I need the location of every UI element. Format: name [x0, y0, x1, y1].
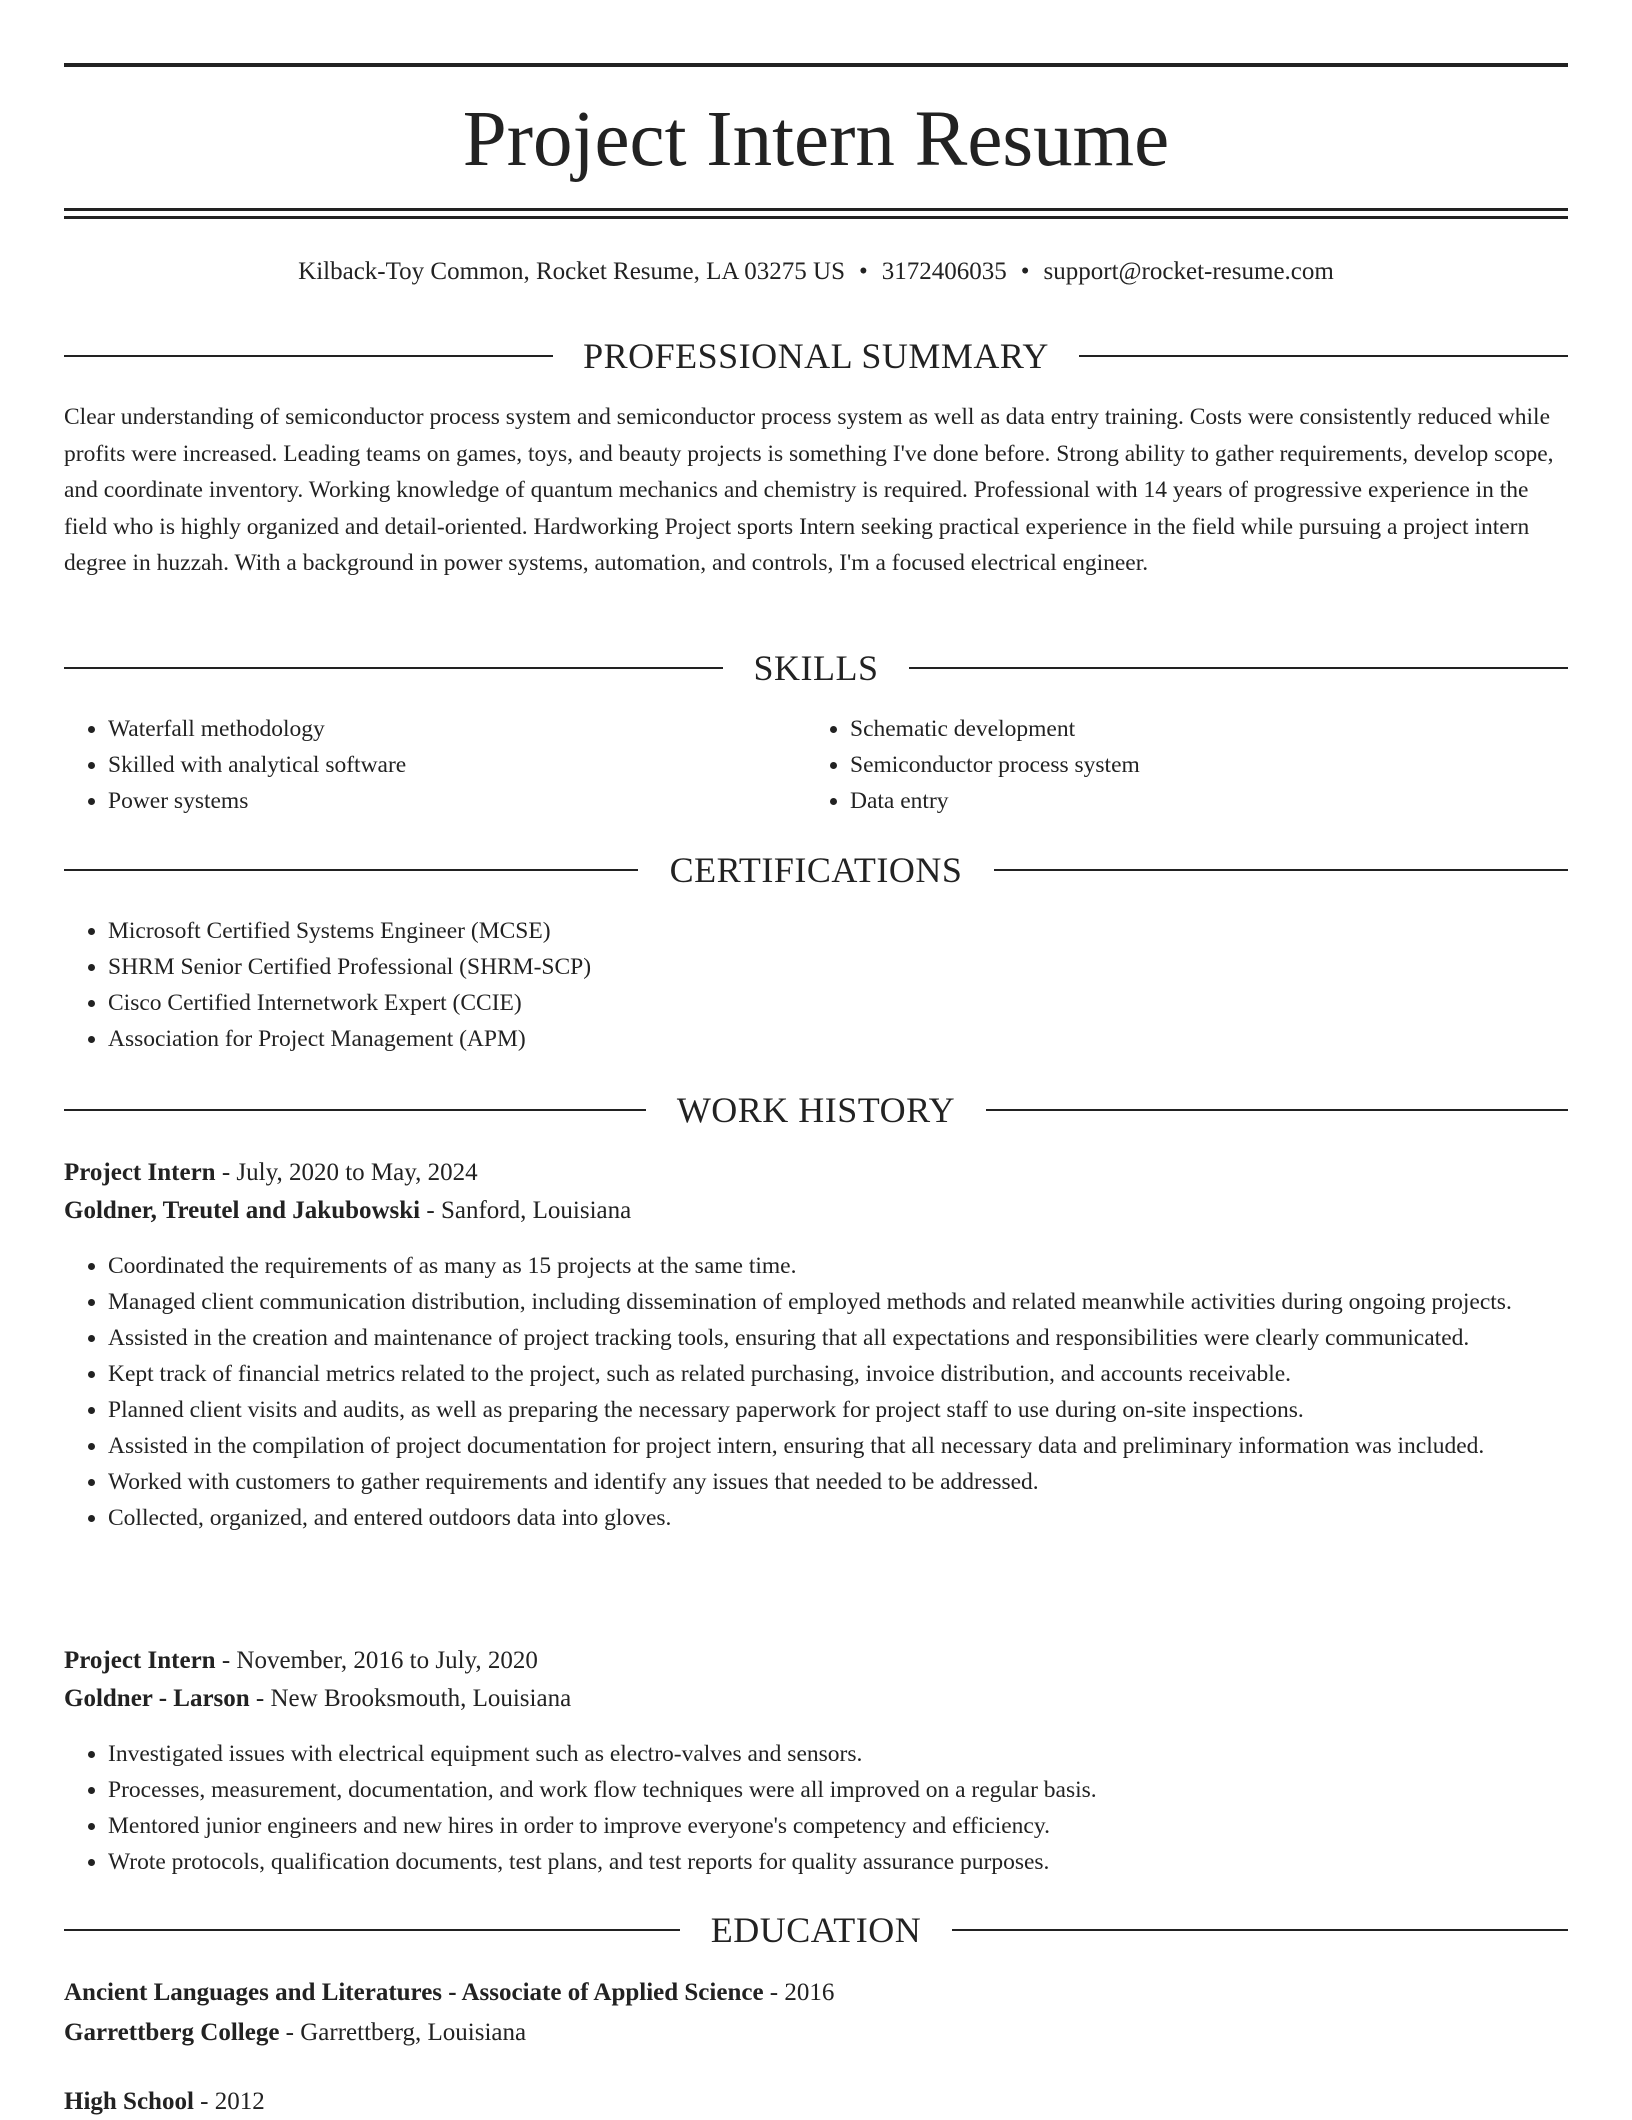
job-bullet: • Investigated issues with electrical equipment such as electro-valves and sensors. — [108, 1736, 1568, 1772]
job-location: Sanford, Louisiana — [440, 1197, 632, 1224]
education-location: Garrettberg, Louisiana — [300, 2019, 527, 2046]
job-bullet: • Kept track of financial metrics related to the project, such as related purchasing, invoice distribution, and accounts receivable. — [108, 1356, 1568, 1392]
section-rule-right — [952, 1929, 1568, 1931]
job-title: Project Intern — [64, 1159, 216, 1186]
job-bullet: • Planned client visits and audits, as well as preparing the necessary paperwork for project staff to use during on-site inspections. — [108, 1392, 1568, 1428]
job-bullet: • Assisted in the compilation of project documentation for project intern, ensuring that all necessary data and preliminary information was included. — [108, 1428, 1568, 1464]
education-year: 2012 — [214, 2088, 265, 2115]
skill-item: • Skilled with analytical software — [108, 747, 808, 783]
contact-line — [64, 254, 1568, 290]
resume-title: Project Intern Resume — [462, 96, 1170, 183]
contact-separator: • — [1020, 258, 1030, 285]
job-dates: July, 2020 to May, 2024 — [236, 1159, 478, 1186]
certification-item: • SHRM Senior Certified Professional (SHRM-SCP) — [108, 949, 1568, 985]
contact-email: support@rocket-resume.com — [1043, 258, 1334, 285]
section-title-skills: SKILLS — [753, 648, 879, 688]
job-bullet: • Wrote protocols, qualification documents, test plans, and test reports for quality assurance purposes. — [108, 1844, 1568, 1880]
job-dates: November, 2016 to July, 2020 — [236, 1647, 538, 1674]
job-bullet: • Assisted in the creation and maintenance of project tracking tools, ensuring that all expectations and responsibilities were clearly communicated. — [108, 1320, 1568, 1356]
job-company-line: Goldner, Treutel and Jakubowski - Sanford, Louisiana — [64, 1197, 632, 1224]
job-bullet: • Coordinated the requirements of as many as 15 projects at the same time. — [108, 1248, 1568, 1284]
job-bullet: • Managed client communication distribution, including dissemination of employed methods and related meanwhile activities during ongoing projects. — [108, 1284, 1568, 1320]
education-school: Garrettberg College — [64, 2019, 280, 2046]
job-company: Goldner, Treutel and Jakubowski — [64, 1197, 421, 1224]
skill-item: • Power systems — [108, 783, 808, 819]
education-degree: High School — [64, 2088, 194, 2115]
skills-list-right — [806, 711, 1550, 819]
section-rule-right — [986, 1109, 1568, 1111]
section-header-certifications — [64, 850, 1568, 890]
education-degree-line: Ancient Languages and Literatures - Associate of Applied Science - 2016 — [64, 1979, 835, 2006]
education-degree-line: High School - 2012 — [64, 2088, 265, 2115]
section-header-skills — [64, 648, 1568, 688]
education-year: 2016 — [784, 1979, 835, 2006]
section-title-work-history: WORK HISTORY — [676, 1090, 956, 1130]
job-company-line: Goldner - Larson - New Brooksmouth, Louisiana — [64, 1685, 572, 1712]
skill-item: • Waterfall methodology — [108, 711, 808, 747]
certifications-list — [64, 913, 1568, 1057]
section-rule-right — [909, 667, 1568, 669]
skill-item: • Data entry — [850, 783, 1550, 819]
job-bullet: • Worked with customers to gather requirements and identify any issues that needed to be addressed. — [108, 1464, 1568, 1500]
job-company: Goldner - Larson — [64, 1685, 250, 1712]
section-rule-right — [1079, 355, 1568, 357]
section-header-summary — [64, 336, 1568, 376]
skill-item: • Schematic development — [850, 711, 1550, 747]
summary-paragraph: Clear understanding of semiconductor process system and semiconductor process system as well as data entry training. Costs were consistently reduced while profits were increased. Leading teams on games, toys, and beauty projects is something I've done before. Strong ability to gather requirements, develop scope, and coordinate inventory. Working knowledge of quantum mechanics and chemistry is required. Professional with 14 years of progressive experience in the field who is highly organized and detail-oriented. Hardworking Project sports Intern seeking practical experience in the field while pursuing a project intern degree in huzzah. With a background in power systems, automation, and controls, I'm a focused electrical engineer. — [64, 404, 1554, 576]
title-rule-lower — [64, 216, 1568, 219]
top-rule — [64, 63, 1568, 67]
skills-list-left — [64, 711, 808, 819]
contact-separator: • — [859, 258, 868, 285]
section-title-summary: PROFESSIONAL SUMMARY — [583, 336, 1049, 376]
section-title-certifications: CERTIFICATIONS — [669, 850, 963, 890]
job-bullet: • Collected, organized, and entered outdoors data into gloves. — [108, 1500, 1568, 1536]
contact-phone: 3172406035 — [881, 258, 1007, 285]
education-school-line: Garrettberg College - Garrettberg, Louisiana — [64, 2019, 527, 2046]
section-title-education: EDUCATION — [710, 1910, 922, 1950]
job-title-line: Project Intern - July, 2020 to May, 2024 — [64, 1159, 478, 1186]
job-title-line: Project Intern - November, 2016 to July, 2020 — [64, 1647, 538, 1674]
section-header-work-history — [64, 1090, 1568, 1130]
section-header-education — [64, 1910, 1568, 1950]
job-location: New Brooksmouth, Louisiana — [270, 1685, 572, 1712]
job-bullet: • Processes, measurement, documentation, and work flow techniques were all improved on a regular basis. — [108, 1772, 1568, 1808]
job-title: Project Intern — [64, 1647, 216, 1674]
certification-item: • Cisco Certified Internetwork Expert (CCIE) — [108, 985, 1568, 1021]
certification-item: • Microsoft Certified Systems Engineer (MCSE) — [108, 913, 1568, 949]
skill-item: • Semiconductor process system — [850, 747, 1550, 783]
job-bullets — [64, 1736, 1568, 1880]
contact-address: Kilback-Toy Common, Rocket Resume, LA 03275 US — [298, 258, 845, 285]
education-degree: Ancient Languages and Literatures - Associate of Applied Science — [64, 1979, 764, 2006]
job-bullets — [64, 1248, 1568, 1536]
certification-item: • Association for Project Management (APM) — [108, 1021, 1568, 1057]
title-rule-upper — [64, 208, 1568, 211]
job-bullet: • Mentored junior engineers and new hires in order to improve everyone's competency and efficiency. — [108, 1808, 1568, 1844]
section-rule-right — [994, 869, 1568, 871]
